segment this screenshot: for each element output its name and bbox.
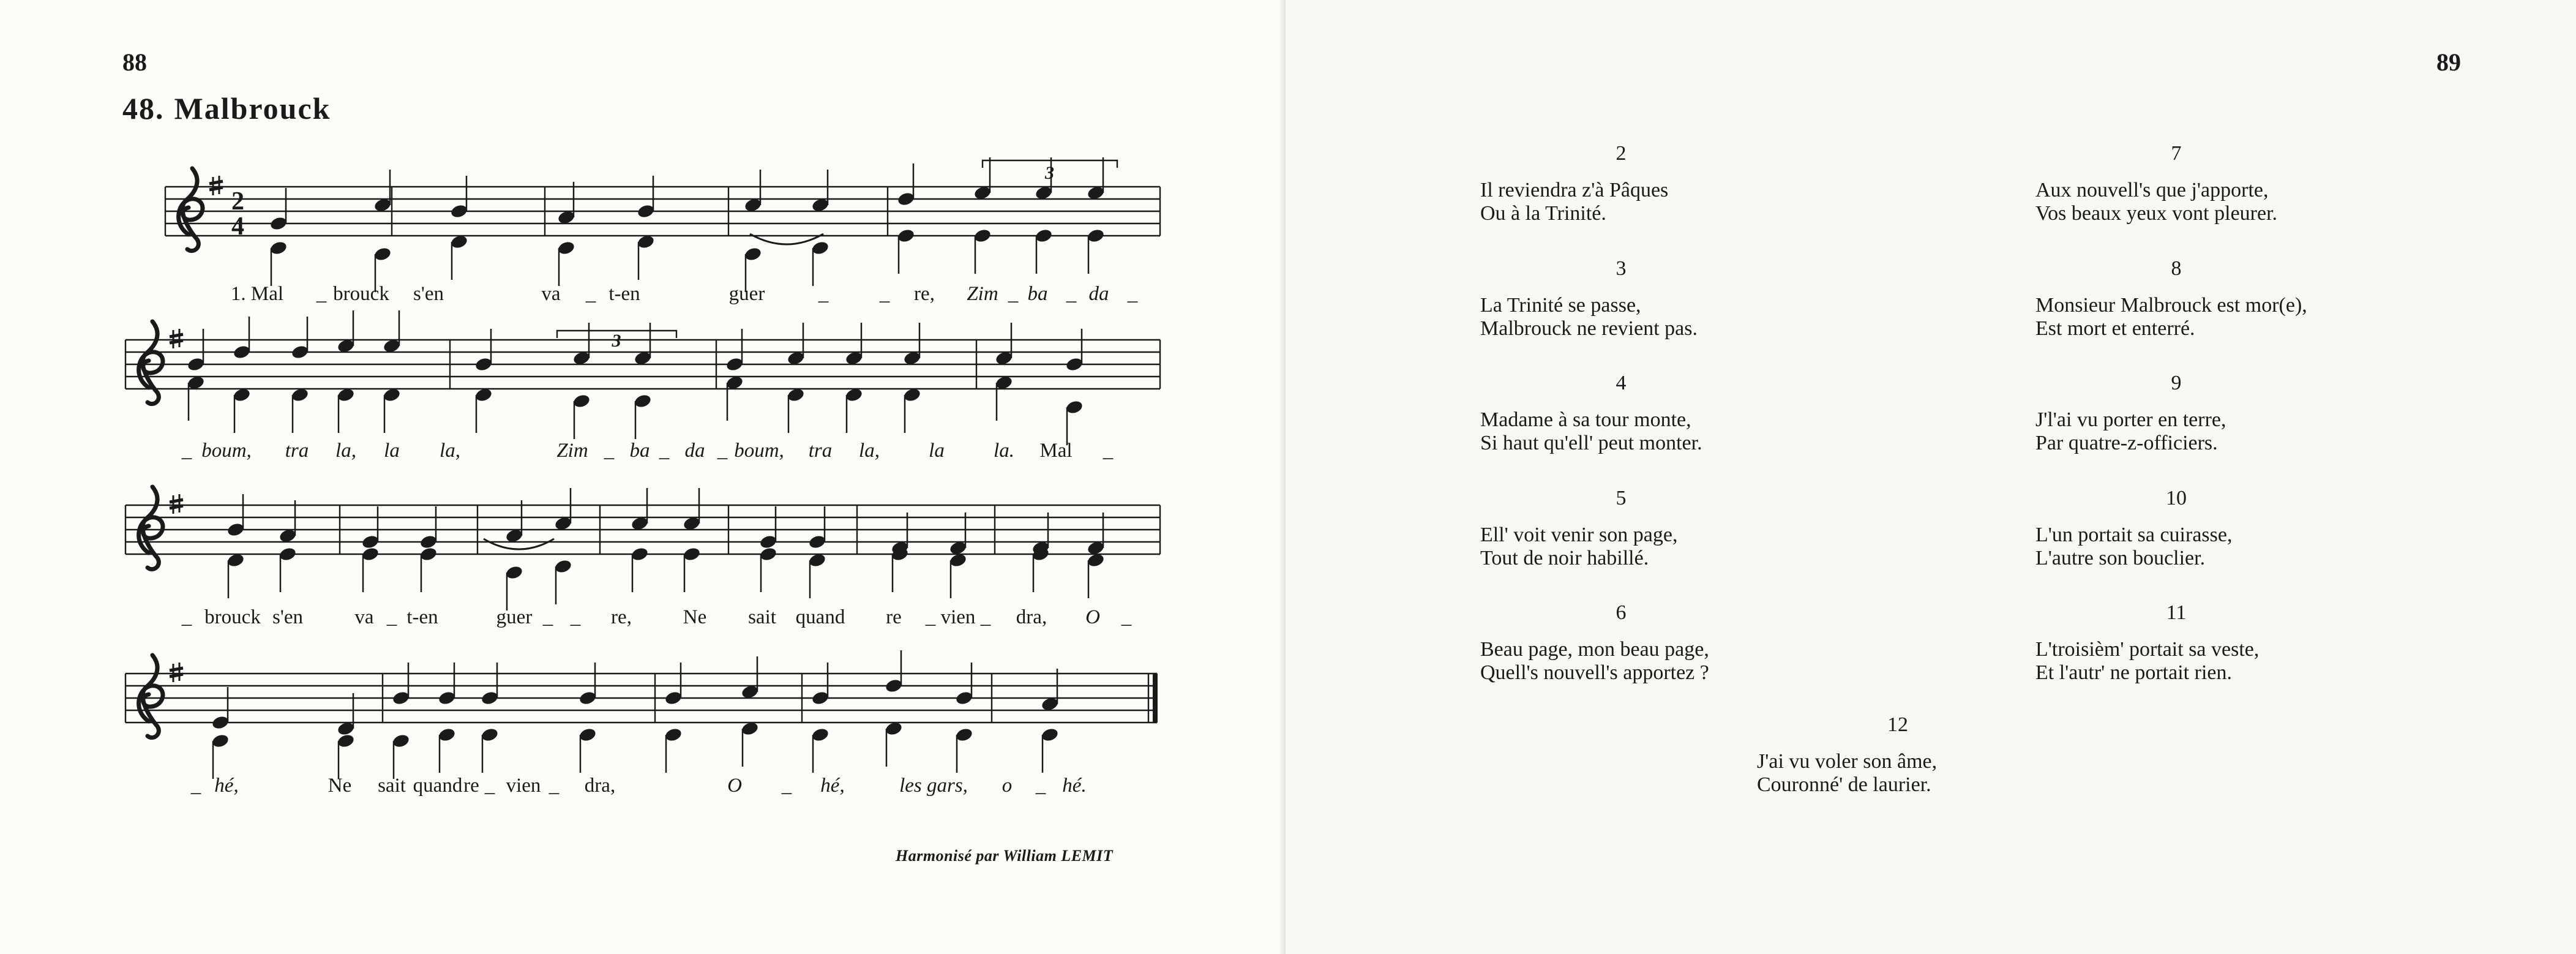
verse-line: Est mort et enterré. [2035, 317, 2195, 340]
verse-block [1480, 257, 2031, 340]
lyric-syllable: hé. [1062, 775, 1087, 797]
tuplet-bracket [557, 331, 676, 351]
lyric-syllable: _ [1035, 775, 1046, 797]
verse-number: 6 [1616, 601, 1627, 624]
lyric-syllable: brouck [333, 283, 389, 305]
note [361, 506, 380, 592]
lyric-syllable: _ [484, 775, 495, 797]
note [891, 513, 910, 592]
note [664, 663, 683, 773]
verse-block [2035, 487, 2576, 570]
verse-line: Il reviendra z'à Pâques [1480, 179, 1669, 201]
song-number: 48. [122, 91, 165, 126]
verse-number: 4 [1616, 372, 1627, 394]
lyric-syllable: boum, [734, 440, 784, 462]
note [995, 323, 1014, 421]
lyric-syllable: _ [1127, 283, 1138, 305]
music-score [0, 0, 1286, 954]
lyric-syllable: Zim [556, 440, 588, 462]
tuplet-number: 3 [612, 331, 621, 351]
page-number-left: 88 [122, 48, 147, 76]
lyric-syllable: t-en [608, 283, 640, 305]
note [392, 663, 411, 779]
verse-line: Vos beaux yeux vont pleurer. [2035, 202, 2278, 225]
verse-line: Beau page, mon beau page, [1480, 638, 1709, 661]
lyric-syllable: s'en [413, 283, 444, 305]
lyric-syllable: brouck [204, 606, 261, 628]
staff-system [125, 655, 1158, 738]
lyric-syllable: sait [748, 606, 776, 628]
verse-block [2035, 601, 2576, 685]
lyric-syllable: vien [506, 775, 541, 797]
verse-line: Et l'autr' ne portait rien. [2035, 661, 2232, 684]
verse-line: Monsieur Malbrouck est mor(e), [2035, 294, 2307, 317]
lyric-syllable: re, [914, 283, 935, 305]
note [481, 663, 500, 773]
lyric-syllable: dra, [584, 775, 616, 797]
lyric-syllable: boum, [201, 440, 252, 462]
note [337, 310, 356, 433]
lyric-syllable: hé, [214, 775, 239, 797]
lyric-syllable: guer [728, 283, 765, 305]
harmonization-credit: Harmonisé par William LEMIT [896, 847, 1114, 865]
verse-number: 8 [2171, 257, 2182, 280]
note [279, 500, 298, 592]
verse-line: J'l'ai vu porter en terre, [2035, 408, 2226, 431]
note [227, 494, 245, 598]
lyric-syllable: _ [717, 440, 728, 462]
sharp-key-signature-icon [170, 663, 183, 682]
lyric-syllable: les gars, [899, 775, 968, 797]
note [683, 488, 702, 592]
time-signature-bottom: 4 [231, 212, 244, 241]
note [383, 310, 402, 433]
verse-block [1480, 601, 2031, 685]
treble-clef-icon [139, 487, 163, 569]
lyric-syllable: re [463, 775, 479, 797]
lyric-syllable: _ [585, 283, 596, 305]
left-page [0, 0, 1286, 954]
lyric-syllable: _ [925, 606, 936, 628]
lyric-syllable: dra, [1016, 606, 1047, 628]
lyric-syllable: la, [335, 440, 356, 462]
verse-number: 2 [1616, 142, 1627, 165]
lyric-syllable: tra [285, 440, 309, 462]
note [419, 506, 438, 592]
lyric-syllable: ba [1027, 283, 1048, 305]
note [744, 170, 763, 292]
tuplet-bracket [983, 160, 1117, 183]
sharp-key-signature-icon [170, 329, 183, 348]
note [211, 687, 230, 779]
note [557, 182, 576, 286]
time-signature-top: 2 [231, 187, 244, 216]
verse-number: 10 [2166, 487, 2187, 509]
lyric-syllable: _ [549, 775, 560, 797]
lyric-syllable: o [1002, 775, 1013, 797]
verse-line: J'ai vu voler son âme, [1757, 750, 1938, 773]
verse-line: Aux nouvell's que j'apporte, [2035, 179, 2269, 201]
lyric-syllable: _ [604, 440, 615, 462]
note [233, 317, 252, 433]
lyric-syllable: _ [316, 283, 327, 305]
note [759, 506, 778, 592]
note [631, 488, 650, 592]
note [897, 163, 916, 274]
verse-line: L'autre son bouclier. [2035, 547, 2206, 569]
verse-line: Si haut qu'ell' peut monter. [1480, 432, 1702, 454]
note [187, 329, 206, 421]
note [291, 317, 310, 433]
lyric-syllable: t-en [406, 606, 438, 628]
note [949, 513, 968, 598]
note [1087, 157, 1106, 274]
verse-block [1480, 487, 2031, 570]
lyric-syllable: Mal [1039, 440, 1073, 462]
verse-line: L'troisièm' portait sa veste, [2035, 638, 2260, 661]
lyric-syllable: _ [181, 606, 192, 628]
lyric-syllable: Ne [328, 775, 352, 797]
verse-line: La Trinité se passe, [1480, 294, 1641, 317]
note [1041, 669, 1060, 773]
lyric-syllable: quand [413, 775, 463, 797]
lyric-syllable: va [354, 606, 374, 628]
note [1032, 513, 1050, 592]
treble-clef-icon [139, 321, 163, 404]
page-number-right: 89 [2436, 48, 2461, 76]
lyric-syllable: re [886, 606, 902, 628]
lyric-syllable: _ [818, 283, 829, 305]
note [578, 663, 597, 773]
treble-clef-icon [179, 168, 203, 251]
verse-line: Ell' voit venir son page, [1480, 524, 1678, 546]
lyric-syllable: la, [440, 440, 460, 462]
verse-block [1480, 372, 2031, 455]
lyric-syllable: guer [496, 606, 533, 628]
lyric-syllable: _ [570, 606, 581, 628]
lyric-syllable: da [684, 440, 705, 462]
lyric-syllable: _ [1103, 440, 1114, 462]
lyric-syllable: la. [994, 440, 1014, 462]
note [811, 663, 830, 773]
right-page [1286, 0, 2576, 954]
lyric-syllable: _ [879, 283, 890, 305]
note [885, 650, 904, 767]
lyric-syllable: vien [940, 606, 976, 628]
sharp-key-signature-icon [209, 176, 223, 195]
lyric-syllable: O [727, 775, 742, 797]
lyric-syllable: da [1088, 283, 1109, 305]
verse-line: Couronné' de laurier. [1757, 773, 1931, 796]
note [955, 663, 974, 773]
lyric-syllable: _ [781, 775, 792, 797]
verse-block [2035, 372, 2576, 455]
tuplet-number: 3 [1045, 163, 1054, 183]
lyric-syllable: _ [980, 606, 991, 628]
note [973, 157, 992, 274]
verse-block [1480, 142, 2031, 225]
note [637, 176, 656, 280]
verse-number: 12 [1887, 713, 1908, 736]
staff-system [165, 168, 1160, 251]
lyric-syllable: _ [190, 775, 201, 797]
lyric-syllable: sait [378, 775, 406, 797]
note [808, 506, 827, 598]
lyric-syllable: la [384, 440, 400, 462]
verse-number: 11 [2166, 601, 2187, 624]
verse-line: Ou à la Trinité. [1480, 202, 1606, 225]
note [337, 693, 356, 779]
treble-clef-icon [139, 655, 163, 738]
note [373, 170, 392, 292]
note [438, 663, 457, 773]
sharp-key-signature-icon [170, 494, 183, 514]
lyric-syllable: Zim [967, 283, 998, 305]
lyric-syllable: _ [181, 440, 192, 462]
lyric-syllable: s'en [272, 606, 303, 628]
lyric-syllable: la [929, 440, 945, 462]
verse-number: 3 [1616, 257, 1627, 280]
lyric-syllable: la, [859, 440, 880, 462]
lyric-syllable: O [1085, 606, 1100, 628]
note [269, 188, 288, 286]
lyric-syllable: _ [1121, 606, 1132, 628]
verse-number: 9 [2171, 372, 2182, 394]
verse-line: Par quatre-z-officiers. [2035, 432, 2218, 454]
lyric-syllable: _ [1008, 283, 1019, 305]
note [725, 329, 744, 421]
verse-line: Quell's nouvell's apportez ? [1480, 661, 1709, 684]
lyric-syllable: ba [629, 440, 650, 462]
lyric-syllable: quand [795, 606, 845, 628]
verse-block [2035, 257, 2576, 340]
lyric-syllable: 1. Mal [230, 283, 284, 305]
verse-line: Tout de noir habillé. [1480, 547, 1649, 569]
verse-number: 5 [1616, 487, 1627, 509]
verse-block [1757, 713, 2308, 797]
lyric-syllable: va [541, 283, 561, 305]
verse-number: 7 [2171, 142, 2182, 165]
lyric-syllable: hé, [820, 775, 845, 797]
lyric-syllable: Ne [683, 606, 707, 628]
lyric-syllable: re, [611, 606, 632, 628]
lyric-syllable: _ [542, 606, 553, 628]
note [1087, 513, 1106, 598]
verse-block [2035, 142, 2576, 225]
note [474, 329, 493, 433]
verse-line: Madame à sa tour monte, [1480, 408, 1691, 431]
note [450, 176, 469, 280]
lyric-syllable: _ [386, 606, 397, 628]
note [1065, 329, 1084, 445]
verse-line: L'un portait sa cuirasse, [2035, 524, 2233, 546]
tie [484, 539, 554, 549]
lyric-syllable: _ [659, 440, 670, 462]
lyric-syllable: tra [808, 440, 833, 462]
lyric-syllable: _ [1066, 283, 1077, 305]
verse-line: Malbrouck ne revient pas. [1480, 317, 1698, 340]
final-barline [1153, 674, 1158, 723]
song-title-text: Malbrouck [174, 91, 331, 126]
